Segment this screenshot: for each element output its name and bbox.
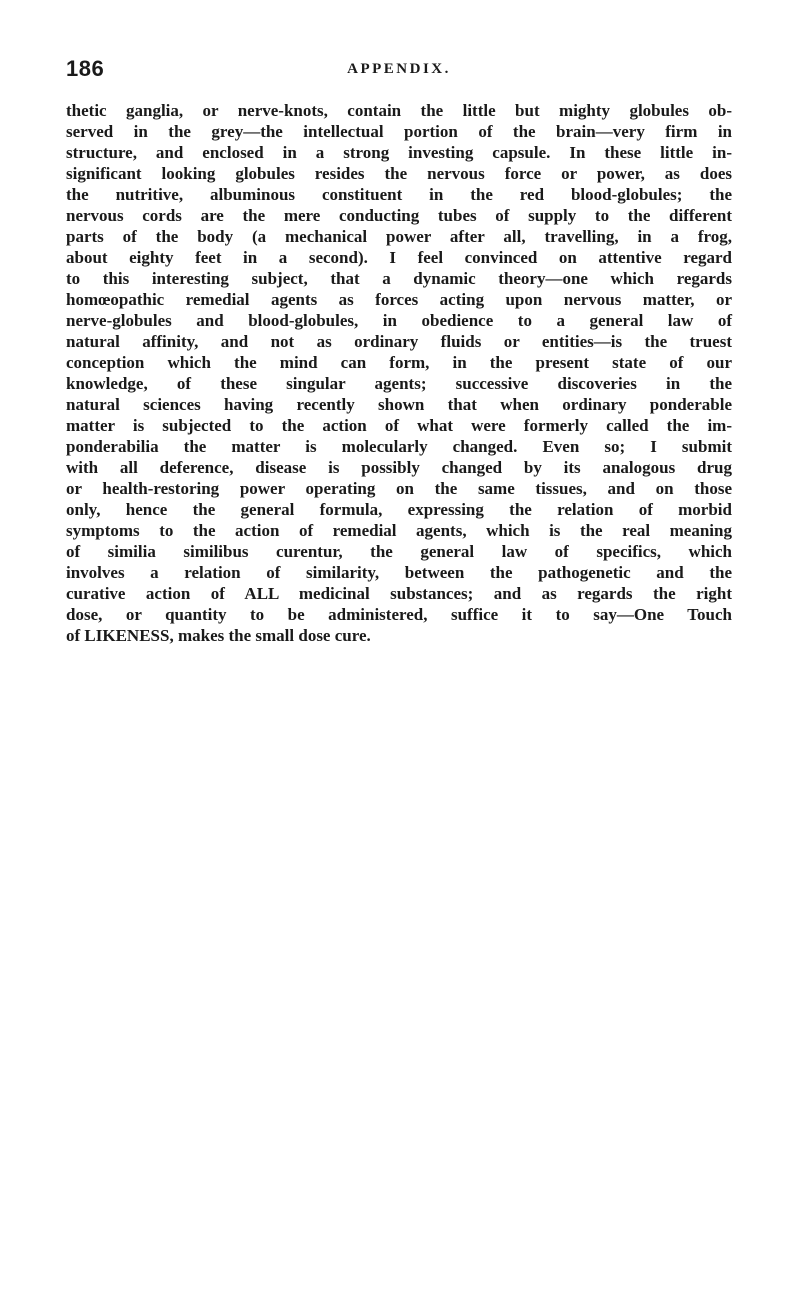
text-line: nerve-globules and blood-globules, in obedience to a general law of bbox=[66, 311, 732, 330]
text-line: of LIKENESS, makes the small dose cure. bbox=[66, 626, 371, 645]
text-line: ponderabilia the matter is molecularly changed. Even so; I submit bbox=[66, 437, 732, 456]
text-line: natural affinity, and not as ordinary fluids or entities—is the truest bbox=[66, 332, 732, 351]
text-line: served in the grey—the intellectual portion of the brain—very firm in bbox=[66, 122, 732, 141]
running-head: APPENDIX. bbox=[347, 61, 451, 77]
text-line: of similia similibus curentur, the general law of specifics, which bbox=[66, 542, 732, 561]
text-line: to this interesting subject, that a dynamic theory—one which regards bbox=[66, 269, 732, 288]
text-line: conception which the mind can form, in the present state of our bbox=[66, 353, 732, 372]
text-line: parts of the body (a mechanical power after all, travelling, in a frog, bbox=[66, 227, 732, 246]
text-line: matter is subjected to the action of what were formerly called the im- bbox=[66, 416, 732, 435]
text-line: with all deference, disease is possibly changed by its analogous drug bbox=[66, 458, 732, 477]
text-line: nervous cords are the mere conducting tubes of supply to the different bbox=[66, 206, 732, 225]
text-line: the nutritive, albuminous constituent in the red blood-globules; the bbox=[66, 185, 732, 204]
text-line: thetic ganglia, or nerve-knots, contain the little but mighty globules ob- bbox=[66, 101, 732, 120]
text-line: only, hence the general formula, expressing the relation of morbid bbox=[66, 500, 732, 519]
text-line: significant looking globules resides the nervous force or power, as does bbox=[66, 164, 732, 183]
text-line: knowledge, of these singular agents; successive discoveries in the bbox=[66, 374, 732, 393]
text-line: dose, or quantity to be administered, suffice it to say—One Touch bbox=[66, 605, 732, 624]
text-line: or health-restoring power operating on the same tissues, and on those bbox=[66, 479, 732, 498]
page-header bbox=[66, 56, 732, 86]
text-line: structure, and enclosed in a strong investing capsule. In these little in- bbox=[66, 143, 732, 162]
text-line: about eighty feet in a second). I feel convinced on attentive regard bbox=[66, 248, 732, 267]
page-number: 186 bbox=[66, 56, 105, 81]
text-line: homœopathic remedial agents as forces acting upon nervous matter, or bbox=[66, 290, 732, 309]
text-line: natural sciences having recently shown that when ordinary ponderable bbox=[66, 395, 732, 414]
text-line: involves a relation of similarity, between the pathogenetic and the bbox=[66, 563, 732, 582]
body-paragraph bbox=[66, 100, 732, 646]
text-line: symptoms to the action of remedial agents, which is the real meaning bbox=[66, 521, 732, 540]
text-line: curative action of ALL medicinal substances; and as regards the right bbox=[66, 584, 732, 603]
